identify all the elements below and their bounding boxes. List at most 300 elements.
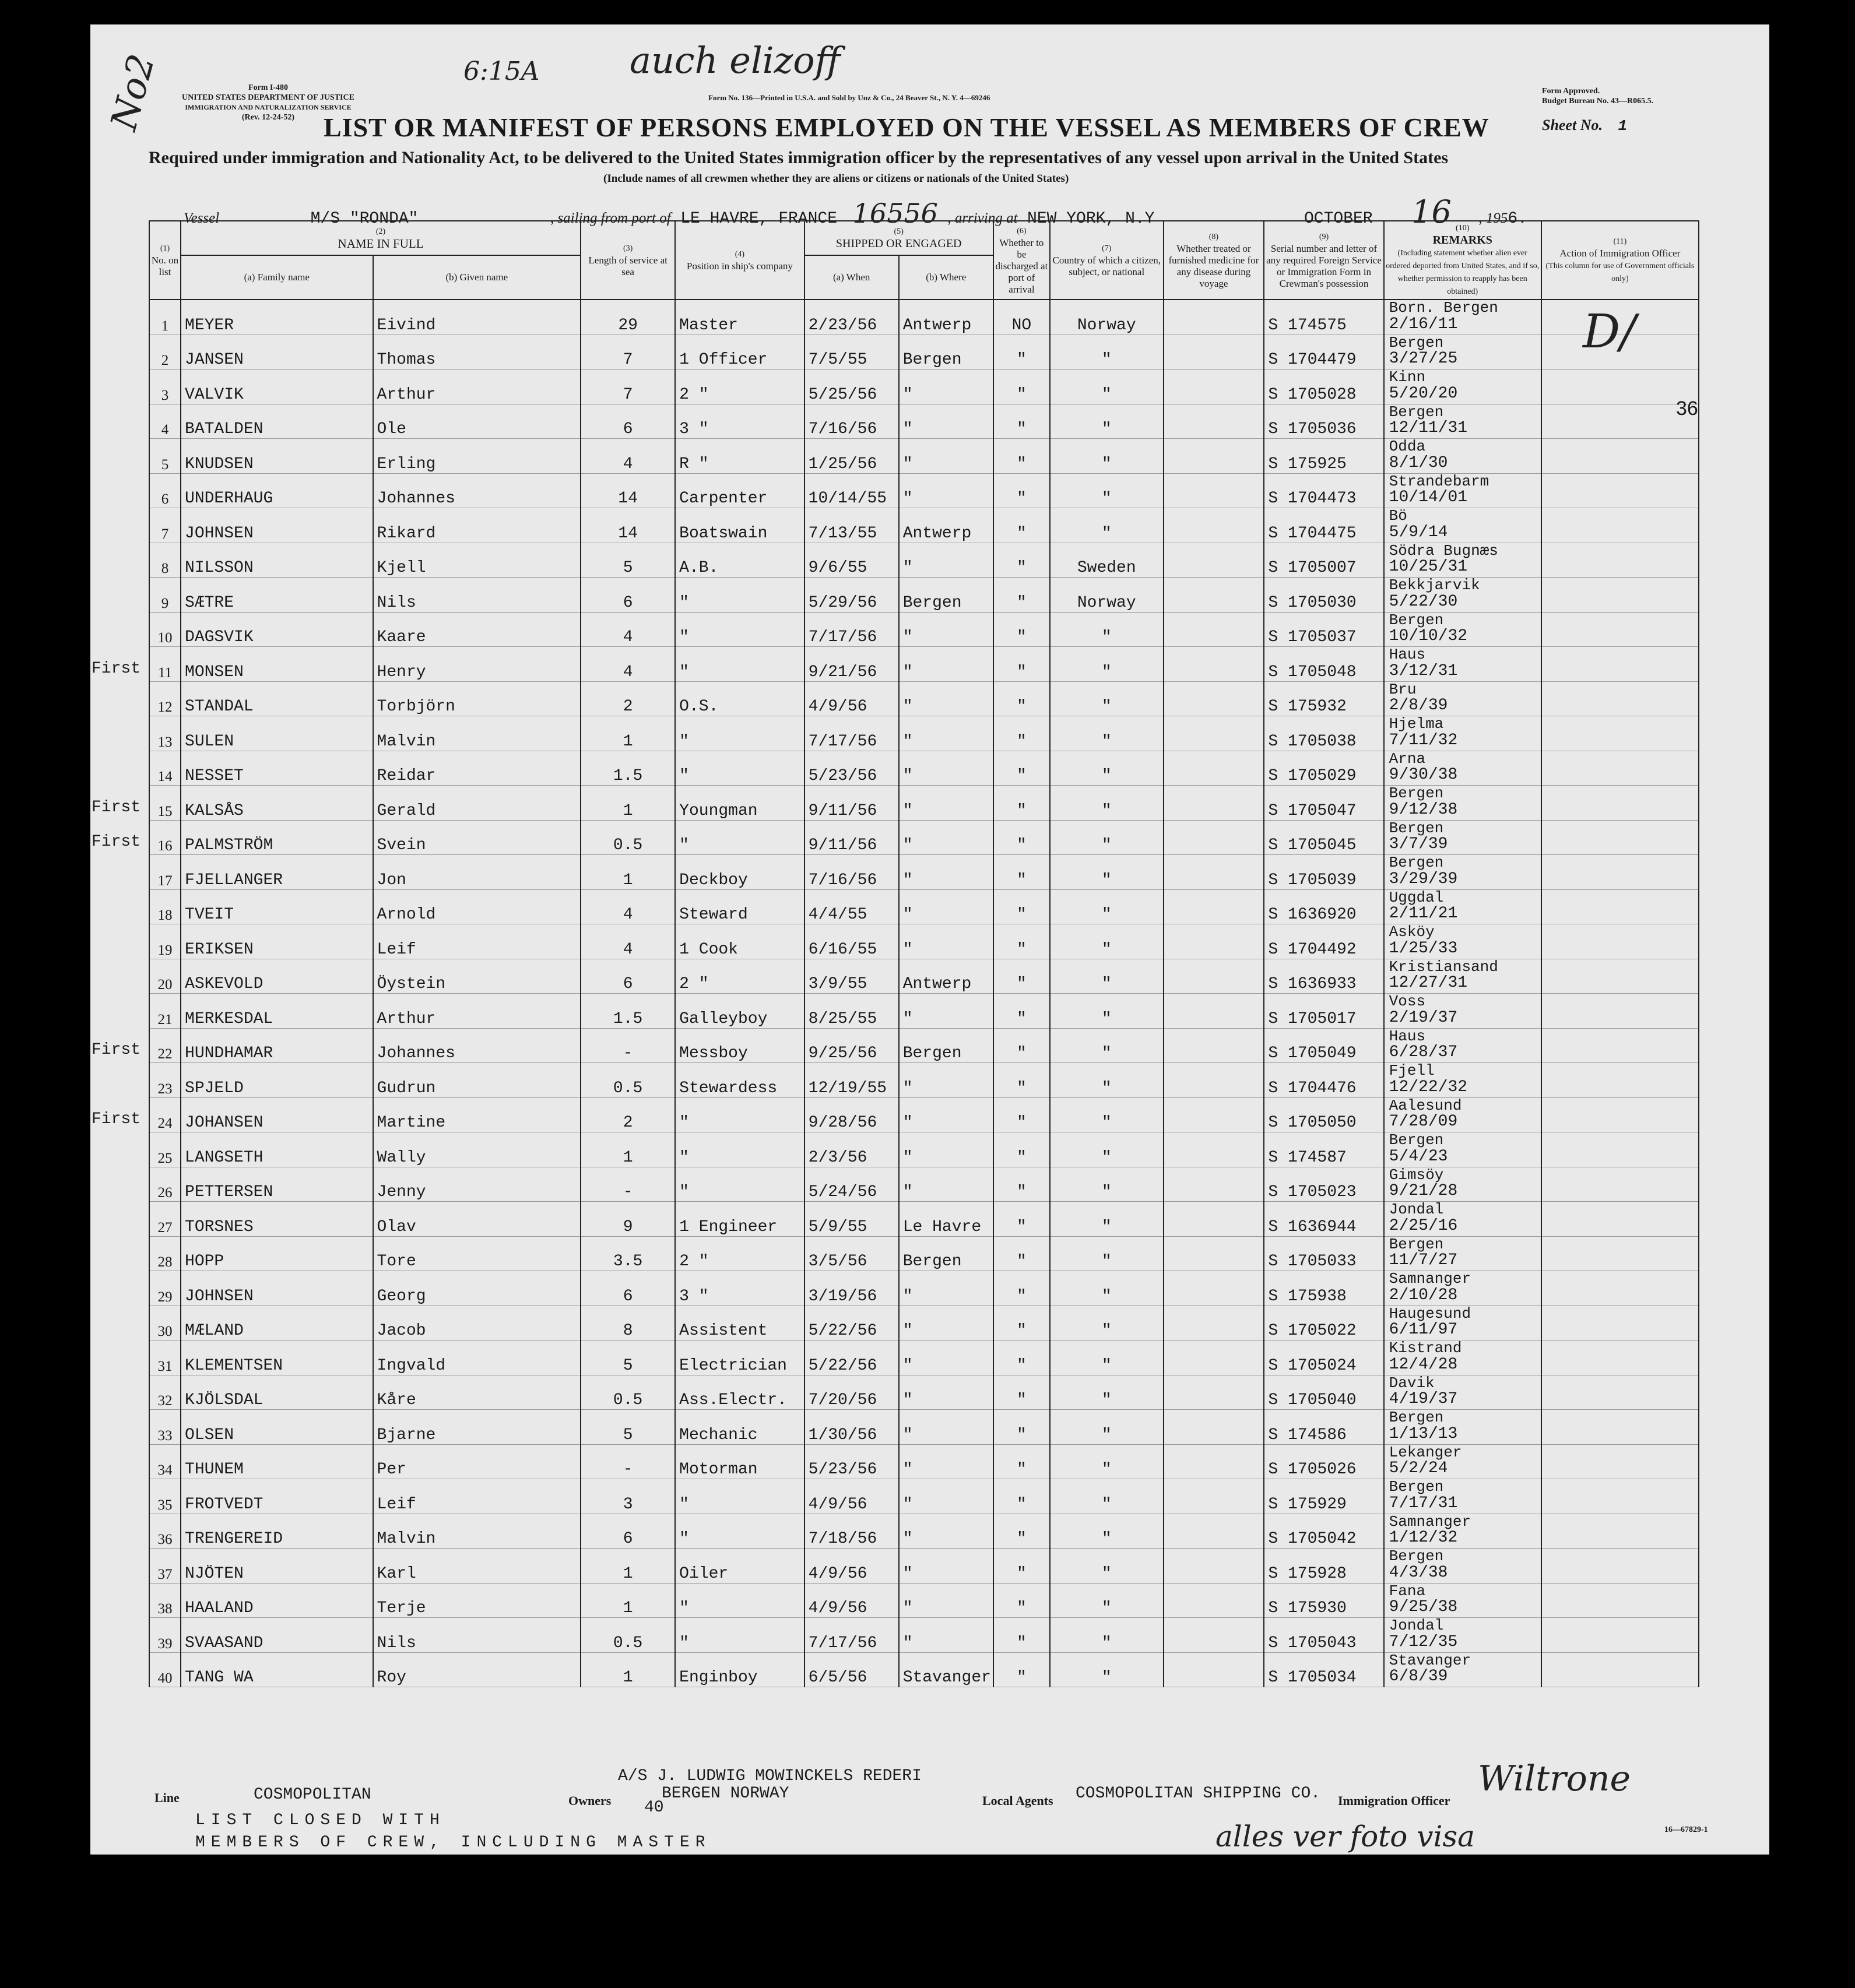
country: " <box>1050 1063 1163 1098</box>
shipped-where: " <box>899 543 993 578</box>
birthplace: Uggdal <box>1389 888 1444 906</box>
officer-action <box>1541 370 1699 404</box>
country: " <box>1050 1340 1163 1375</box>
service-length: 4 <box>581 647 675 682</box>
country: " <box>1050 1028 1163 1063</box>
service-length: 1 <box>581 1132 675 1167</box>
col-service-header: (3) Length of service at sea <box>581 221 675 300</box>
row-number: 16 First <box>149 820 181 855</box>
given-name: Reidar <box>373 751 581 786</box>
service-length: 4 <box>581 612 675 647</box>
medical <box>1164 855 1264 890</box>
col-serial-header: (9) Serial number and letter of any required Foreign Service or Immigration Form in Crewman's possession <box>1264 221 1383 300</box>
country: " <box>1050 1271 1163 1306</box>
birth-date: 3/27/25 <box>1389 350 1458 368</box>
row-number: 4 <box>149 404 181 439</box>
officer-action <box>1541 1236 1699 1271</box>
given-name: Roy <box>373 1652 581 1687</box>
position: " <box>675 751 804 786</box>
serial-number: S 1636920 <box>1264 889 1383 924</box>
table-row <box>149 1444 1699 1479</box>
family-name: THUNEM <box>181 1444 373 1479</box>
country: " <box>1050 1444 1163 1479</box>
medical <box>1164 924 1264 959</box>
remarks <box>1384 1097 1541 1132</box>
officer-action <box>1541 1202 1699 1237</box>
birth-date: 9/12/38 <box>1389 800 1458 819</box>
position: " <box>675 578 804 613</box>
table-row <box>149 681 1699 716</box>
shipped-when: 7/13/55 <box>804 508 899 543</box>
serial-number: S 1705026 <box>1264 1444 1383 1479</box>
birth-date: 5/4/23 <box>1389 1147 1448 1166</box>
country: " <box>1050 994 1163 1029</box>
row-number: 28 <box>149 1236 181 1271</box>
birth-date: 5/9/14 <box>1389 523 1448 541</box>
form-number: Form I-480 <box>248 83 289 92</box>
remarks <box>1384 1167 1541 1202</box>
row-number: 32 <box>149 1375 181 1410</box>
row-number: 36 <box>149 1514 181 1549</box>
shipped-when: 10/14/55 <box>804 473 899 508</box>
medical <box>1164 647 1264 682</box>
remarks <box>1384 1063 1541 1098</box>
position: " <box>675 1514 804 1549</box>
discharged: " <box>993 786 1050 821</box>
shipped-where: " <box>899 370 993 404</box>
position: Galleyboy <box>675 994 804 1029</box>
handwritten-left-note: No2 <box>102 50 163 135</box>
col-family-header: (a) Family name <box>181 255 373 300</box>
serial-number: S 1705049 <box>1264 1028 1383 1063</box>
medical <box>1164 300 1264 335</box>
position: Ass.Electr. <box>675 1375 804 1410</box>
shipped-where: " <box>899 473 993 508</box>
discharged: " <box>993 820 1050 855</box>
arrival-port: NEW YORK, N.Y <box>1027 210 1155 228</box>
birth-date: 2/10/28 <box>1389 1286 1458 1304</box>
family-name: ERIKSEN <box>181 924 373 959</box>
service-length: 1 <box>581 1549 675 1584</box>
remarks <box>1384 889 1541 924</box>
discharged: " <box>993 1514 1050 1549</box>
serial-number: S 1705038 <box>1264 716 1383 751</box>
table-row <box>149 1167 1699 1202</box>
medical <box>1164 1583 1264 1618</box>
country: Norway <box>1050 578 1163 613</box>
row-number: 1 <box>149 300 181 335</box>
country: " <box>1050 1618 1163 1653</box>
remarks <box>1384 370 1541 404</box>
table-row <box>149 300 1699 335</box>
serial-number: S 1705047 <box>1264 786 1383 821</box>
officer-signature: Wiltrone <box>1478 1758 1631 1799</box>
vessel-name: M/S "RONDA" <box>310 210 419 228</box>
service-length: - <box>581 1028 675 1063</box>
shipped-where: " <box>899 1167 993 1202</box>
discharged: " <box>993 1271 1050 1306</box>
budget-bureau: Budget Bureau No. 43—R065.5. <box>1542 97 1654 105</box>
birth-date: 9/30/38 <box>1389 766 1458 784</box>
country: " <box>1050 508 1163 543</box>
shipped-when: 7/17/56 <box>804 716 899 751</box>
birth-date: 9/21/28 <box>1389 1182 1458 1200</box>
row-number: 29 <box>149 1271 181 1306</box>
birth-date: 2/25/16 <box>1389 1216 1458 1235</box>
given-name: Eivind <box>373 300 581 335</box>
serial-number: S 1636933 <box>1264 959 1383 994</box>
birthplace: Born. Bergen <box>1389 299 1498 316</box>
medical <box>1164 786 1264 821</box>
position: " <box>675 1132 804 1167</box>
col-medical-header: (8) Whether treated or furnished medicine for any disease during voyage <box>1164 221 1264 300</box>
birth-date: 12/27/31 <box>1389 974 1468 992</box>
officer-action <box>1541 473 1699 508</box>
discharged: " <box>993 647 1050 682</box>
serial-number: S 1705024 <box>1264 1340 1383 1375</box>
discharged: " <box>993 994 1050 1029</box>
discharged: " <box>993 1236 1050 1271</box>
remarks <box>1384 335 1541 370</box>
printer-note: Form No. 136—Printed in U.S.A. and Sold by Unz & Co., 24 Beaver St., N. Y. 4—69246 <box>708 93 990 102</box>
handwritten-time: 6:15A <box>463 57 540 86</box>
remarks <box>1384 1271 1541 1306</box>
birthplace: Asköy <box>1389 923 1435 941</box>
birthplace: Aalesund <box>1389 1096 1462 1114</box>
discharged: " <box>993 681 1050 716</box>
service-length: 1.5 <box>581 994 675 1029</box>
medical <box>1164 1410 1264 1445</box>
birthplace: Södra Bugnæs <box>1389 541 1498 560</box>
row-number: 15 First <box>149 786 181 821</box>
family-name: FROTVEDT <box>181 1479 373 1514</box>
country: " <box>1050 751 1163 786</box>
medical <box>1164 473 1264 508</box>
family-name: TORSNES <box>181 1202 373 1237</box>
birth-date: 7/12/35 <box>1389 1632 1458 1651</box>
given-name: Leif <box>373 1479 581 1514</box>
position: Enginboy <box>675 1652 804 1687</box>
row-number: 9 <box>149 578 181 613</box>
shipped-when: 3/19/56 <box>804 1271 899 1306</box>
remarks <box>1384 1514 1541 1549</box>
table-row <box>149 404 1699 439</box>
position: " <box>675 1097 804 1132</box>
birthplace: Fana <box>1389 1582 1426 1600</box>
first-trip-mark: First <box>92 1110 141 1128</box>
position: Motorman <box>675 1444 804 1479</box>
country: " <box>1050 1549 1163 1584</box>
remarks <box>1384 1306 1541 1340</box>
page-title: LIST OR MANIFEST OF PERSONS EMPLOYED ON THE VESSEL AS MEMBERS OF CREW <box>324 112 1489 142</box>
birth-date: 12/11/31 <box>1389 419 1468 437</box>
serial-number: S 1705022 <box>1264 1306 1383 1340</box>
handwritten-di-mark: D/ <box>1583 304 1636 358</box>
agents-value: COSMOPOLITAN SHIPPING CO. <box>1076 1785 1321 1803</box>
given-name: Jenny <box>373 1167 581 1202</box>
table-row <box>149 473 1699 508</box>
service-length: 4 <box>581 889 675 924</box>
officer-action <box>1541 681 1699 716</box>
discharged: " <box>993 370 1050 404</box>
service-length: 6 <box>581 1271 675 1306</box>
remarks <box>1384 300 1541 335</box>
table-row <box>149 1652 1699 1687</box>
given-name: Kåre <box>373 1375 581 1410</box>
table-row <box>149 1063 1699 1098</box>
country: " <box>1050 1202 1163 1237</box>
birthplace: Lekanger <box>1389 1443 1462 1461</box>
row-number: 17 <box>149 855 181 890</box>
shipped-when: 9/28/56 <box>804 1097 899 1132</box>
sheet-label: Sheet No. <box>1542 117 1603 133</box>
country: " <box>1050 1167 1163 1202</box>
list-closed-text: LIST CLOSED WITH <box>195 1811 445 1829</box>
family-name: VALVIK <box>181 370 373 404</box>
remarks <box>1384 681 1541 716</box>
shipped-when: 5/25/56 <box>804 370 899 404</box>
row-number: 22 First <box>149 1028 181 1063</box>
serial-number: S 1705045 <box>1264 820 1383 855</box>
medical <box>1164 578 1264 613</box>
officer-action <box>1541 1063 1699 1098</box>
birthplace: Hjelma <box>1389 715 1444 733</box>
service-length: 3 <box>581 1479 675 1514</box>
table-row <box>149 1618 1699 1653</box>
position: 2 " <box>675 959 804 994</box>
serial-number: S 1705037 <box>1264 612 1383 647</box>
country: " <box>1050 889 1163 924</box>
birth-date: 6/28/37 <box>1389 1043 1458 1061</box>
country: " <box>1050 473 1163 508</box>
birth-date: 9/25/38 <box>1389 1598 1458 1616</box>
given-name: Terje <box>373 1583 581 1618</box>
shipped-where: " <box>899 681 993 716</box>
discharged: " <box>993 1618 1050 1653</box>
country: " <box>1050 1097 1163 1132</box>
officer-action <box>1541 994 1699 1029</box>
birthplace: Gimsöy <box>1389 1166 1444 1184</box>
officer-action <box>1541 924 1699 959</box>
table-row <box>149 370 1699 404</box>
given-name: Jacob <box>373 1306 581 1340</box>
medical <box>1164 751 1264 786</box>
shipped-when: 4/9/56 <box>804 1549 899 1584</box>
given-name: Arthur <box>373 994 581 1029</box>
service-length: 5 <box>581 543 675 578</box>
family-name: SPJELD <box>181 1063 373 1098</box>
col-country-header: (7) Country of which a citizen, subject, or national <box>1050 221 1163 300</box>
discharged: " <box>993 335 1050 370</box>
position: 2 " <box>675 370 804 404</box>
serial-number: S 1705028 <box>1264 370 1383 404</box>
birthplace: Bergen <box>1389 1478 1444 1496</box>
table-row <box>149 751 1699 786</box>
col-when-header: (a) When <box>804 255 899 300</box>
birthplace: Fjell <box>1389 1062 1435 1079</box>
birth-date: 7/11/32 <box>1389 731 1458 750</box>
birthplace: Haugesund <box>1389 1304 1471 1322</box>
discharged: " <box>993 1167 1050 1202</box>
remarks <box>1384 1340 1541 1375</box>
discharged: " <box>993 1097 1050 1132</box>
birthplace: Davik <box>1389 1374 1435 1392</box>
serial-number: S 1705023 <box>1264 1167 1383 1202</box>
given-name: Ingvald <box>373 1340 581 1375</box>
family-name: OLSEN <box>181 1410 373 1445</box>
table-row <box>149 820 1699 855</box>
col-action-header: (11) Action of Immigration Officer (This column for use of Government officials only) <box>1541 221 1699 300</box>
service-length: 4 <box>581 439 675 474</box>
row-number: 5 <box>149 439 181 474</box>
service-length: 7 <box>581 370 675 404</box>
remarks <box>1384 994 1541 1029</box>
row-number: 35 <box>149 1479 181 1514</box>
given-name: Svein <box>373 820 581 855</box>
remarks <box>1384 786 1541 821</box>
owners-line2: BERGEN NORWAY <box>662 1785 789 1803</box>
birthplace: Bergen <box>1389 784 1444 802</box>
remarks <box>1384 1549 1541 1584</box>
birth-date: 1/25/33 <box>1389 939 1458 958</box>
officer-label: Immigration Officer <box>1338 1793 1450 1808</box>
given-name: Öystein <box>373 959 581 994</box>
birthplace: Bergen <box>1389 333 1444 351</box>
officer-action <box>1541 1514 1699 1549</box>
row-number: 26 <box>149 1167 181 1202</box>
birth-date: 8/1/30 <box>1389 453 1448 472</box>
family-name: NESSET <box>181 751 373 786</box>
given-name: Kaare <box>373 612 581 647</box>
birth-date: 12/22/32 <box>1389 1078 1468 1096</box>
shipped-where: Stavanger <box>899 1652 993 1687</box>
country: " <box>1050 647 1163 682</box>
birth-date: 2/11/21 <box>1389 905 1458 923</box>
birthplace: Samnanger <box>1389 1270 1471 1287</box>
shipped-when: 7/17/56 <box>804 612 899 647</box>
given-name: Olav <box>373 1202 581 1237</box>
members-of-crew-text: MEMBERS OF CREW, INCLUDING MASTER <box>195 1834 711 1852</box>
birth-date: 4/3/38 <box>1389 1563 1448 1582</box>
row-number: 31 <box>149 1340 181 1375</box>
discharged: " <box>993 924 1050 959</box>
position: Messboy <box>675 1028 804 1063</box>
table-row <box>149 855 1699 890</box>
service-length: 1 <box>581 1652 675 1687</box>
serial-number: S 1704479 <box>1264 335 1383 370</box>
serial-number: S 1705036 <box>1264 404 1383 439</box>
handwritten-signature-note: alles ver foto visa <box>1215 1820 1475 1853</box>
shipped-when: 1/30/56 <box>804 1410 899 1445</box>
discharged: " <box>993 473 1050 508</box>
serial-number: S 1636944 <box>1264 1202 1383 1237</box>
family-name: TVEIT <box>181 889 373 924</box>
shipped-where: Le Havre <box>899 1202 993 1237</box>
row-number: 6 <box>149 473 181 508</box>
service-length: 2 <box>581 681 675 716</box>
serial-number: S 1705048 <box>1264 647 1383 682</box>
officer-action <box>1541 1132 1699 1167</box>
birthplace: Bergen <box>1389 611 1444 629</box>
birthplace: Bö <box>1389 507 1407 525</box>
birthplace: Bru <box>1389 680 1417 698</box>
serial-number: S 1705050 <box>1264 1097 1383 1132</box>
family-name: ASKEVOLD <box>181 959 373 994</box>
shipped-where: " <box>899 647 993 682</box>
birth-date: 5/2/24 <box>1389 1459 1448 1477</box>
discharged: " <box>993 959 1050 994</box>
shipped-when: 5/29/56 <box>804 578 899 613</box>
shipped-where: " <box>899 716 993 751</box>
medical <box>1164 1202 1264 1237</box>
service-length: 0.5 <box>581 1375 675 1410</box>
position: " <box>675 1618 804 1653</box>
birthplace: Haus <box>1389 646 1426 663</box>
given-name: Johannes <box>373 473 581 508</box>
table-row <box>149 508 1699 543</box>
serial-number: S 1705039 <box>1264 855 1383 890</box>
officer-action <box>1541 751 1699 786</box>
discharged: " <box>993 716 1050 751</box>
row-number: 13 <box>149 716 181 751</box>
medical <box>1164 1549 1264 1584</box>
family-name: KJÖLSDAL <box>181 1375 373 1410</box>
country: " <box>1050 335 1163 370</box>
serial-number: S 174587 <box>1264 1132 1383 1167</box>
family-name: KNUDSEN <box>181 439 373 474</box>
remarks <box>1384 508 1541 543</box>
table-row <box>149 716 1699 751</box>
country: " <box>1050 924 1163 959</box>
shipped-when: 3/9/55 <box>804 959 899 994</box>
given-name: Karl <box>373 1549 581 1584</box>
medical <box>1164 820 1264 855</box>
service-length: 5 <box>581 1410 675 1445</box>
service-length: 1 <box>581 786 675 821</box>
row-number: 40 <box>149 1652 181 1687</box>
table-row <box>149 994 1699 1029</box>
family-name: STANDAL <box>181 681 373 716</box>
discharged: " <box>993 508 1050 543</box>
page-subtitle-note: (Include names of all crewmen whether they are aliens or citizens or nationals of the United States) <box>603 173 1069 185</box>
service-length: 6 <box>581 578 675 613</box>
shipped-where: " <box>899 820 993 855</box>
service-length: 5 <box>581 1340 675 1375</box>
position: R " <box>675 439 804 474</box>
position: " <box>675 1167 804 1202</box>
birth-date: 3/12/31 <box>1389 662 1458 680</box>
family-name: JOHNSEN <box>181 508 373 543</box>
col-shipped-header: (5) SHIPPED OR ENGAGED <box>804 221 993 255</box>
row-number: 12 <box>149 681 181 716</box>
country: " <box>1050 959 1163 994</box>
birth-date: 5/20/20 <box>1389 384 1458 403</box>
table-row <box>149 1236 1699 1271</box>
sheet-number: 1 <box>1618 117 1628 135</box>
shipped-when: 5/24/56 <box>804 1167 899 1202</box>
family-name: PALMSTRÖM <box>181 820 373 855</box>
country: " <box>1050 1479 1163 1514</box>
service-length: 14 <box>581 508 675 543</box>
discharged: " <box>993 1340 1050 1375</box>
serial-number: S 175930 <box>1264 1583 1383 1618</box>
remarks <box>1384 439 1541 474</box>
row-number: 38 <box>149 1583 181 1618</box>
country: " <box>1050 370 1163 404</box>
service-length: 0.5 <box>581 1618 675 1653</box>
discharged: " <box>993 889 1050 924</box>
remarks <box>1384 404 1541 439</box>
